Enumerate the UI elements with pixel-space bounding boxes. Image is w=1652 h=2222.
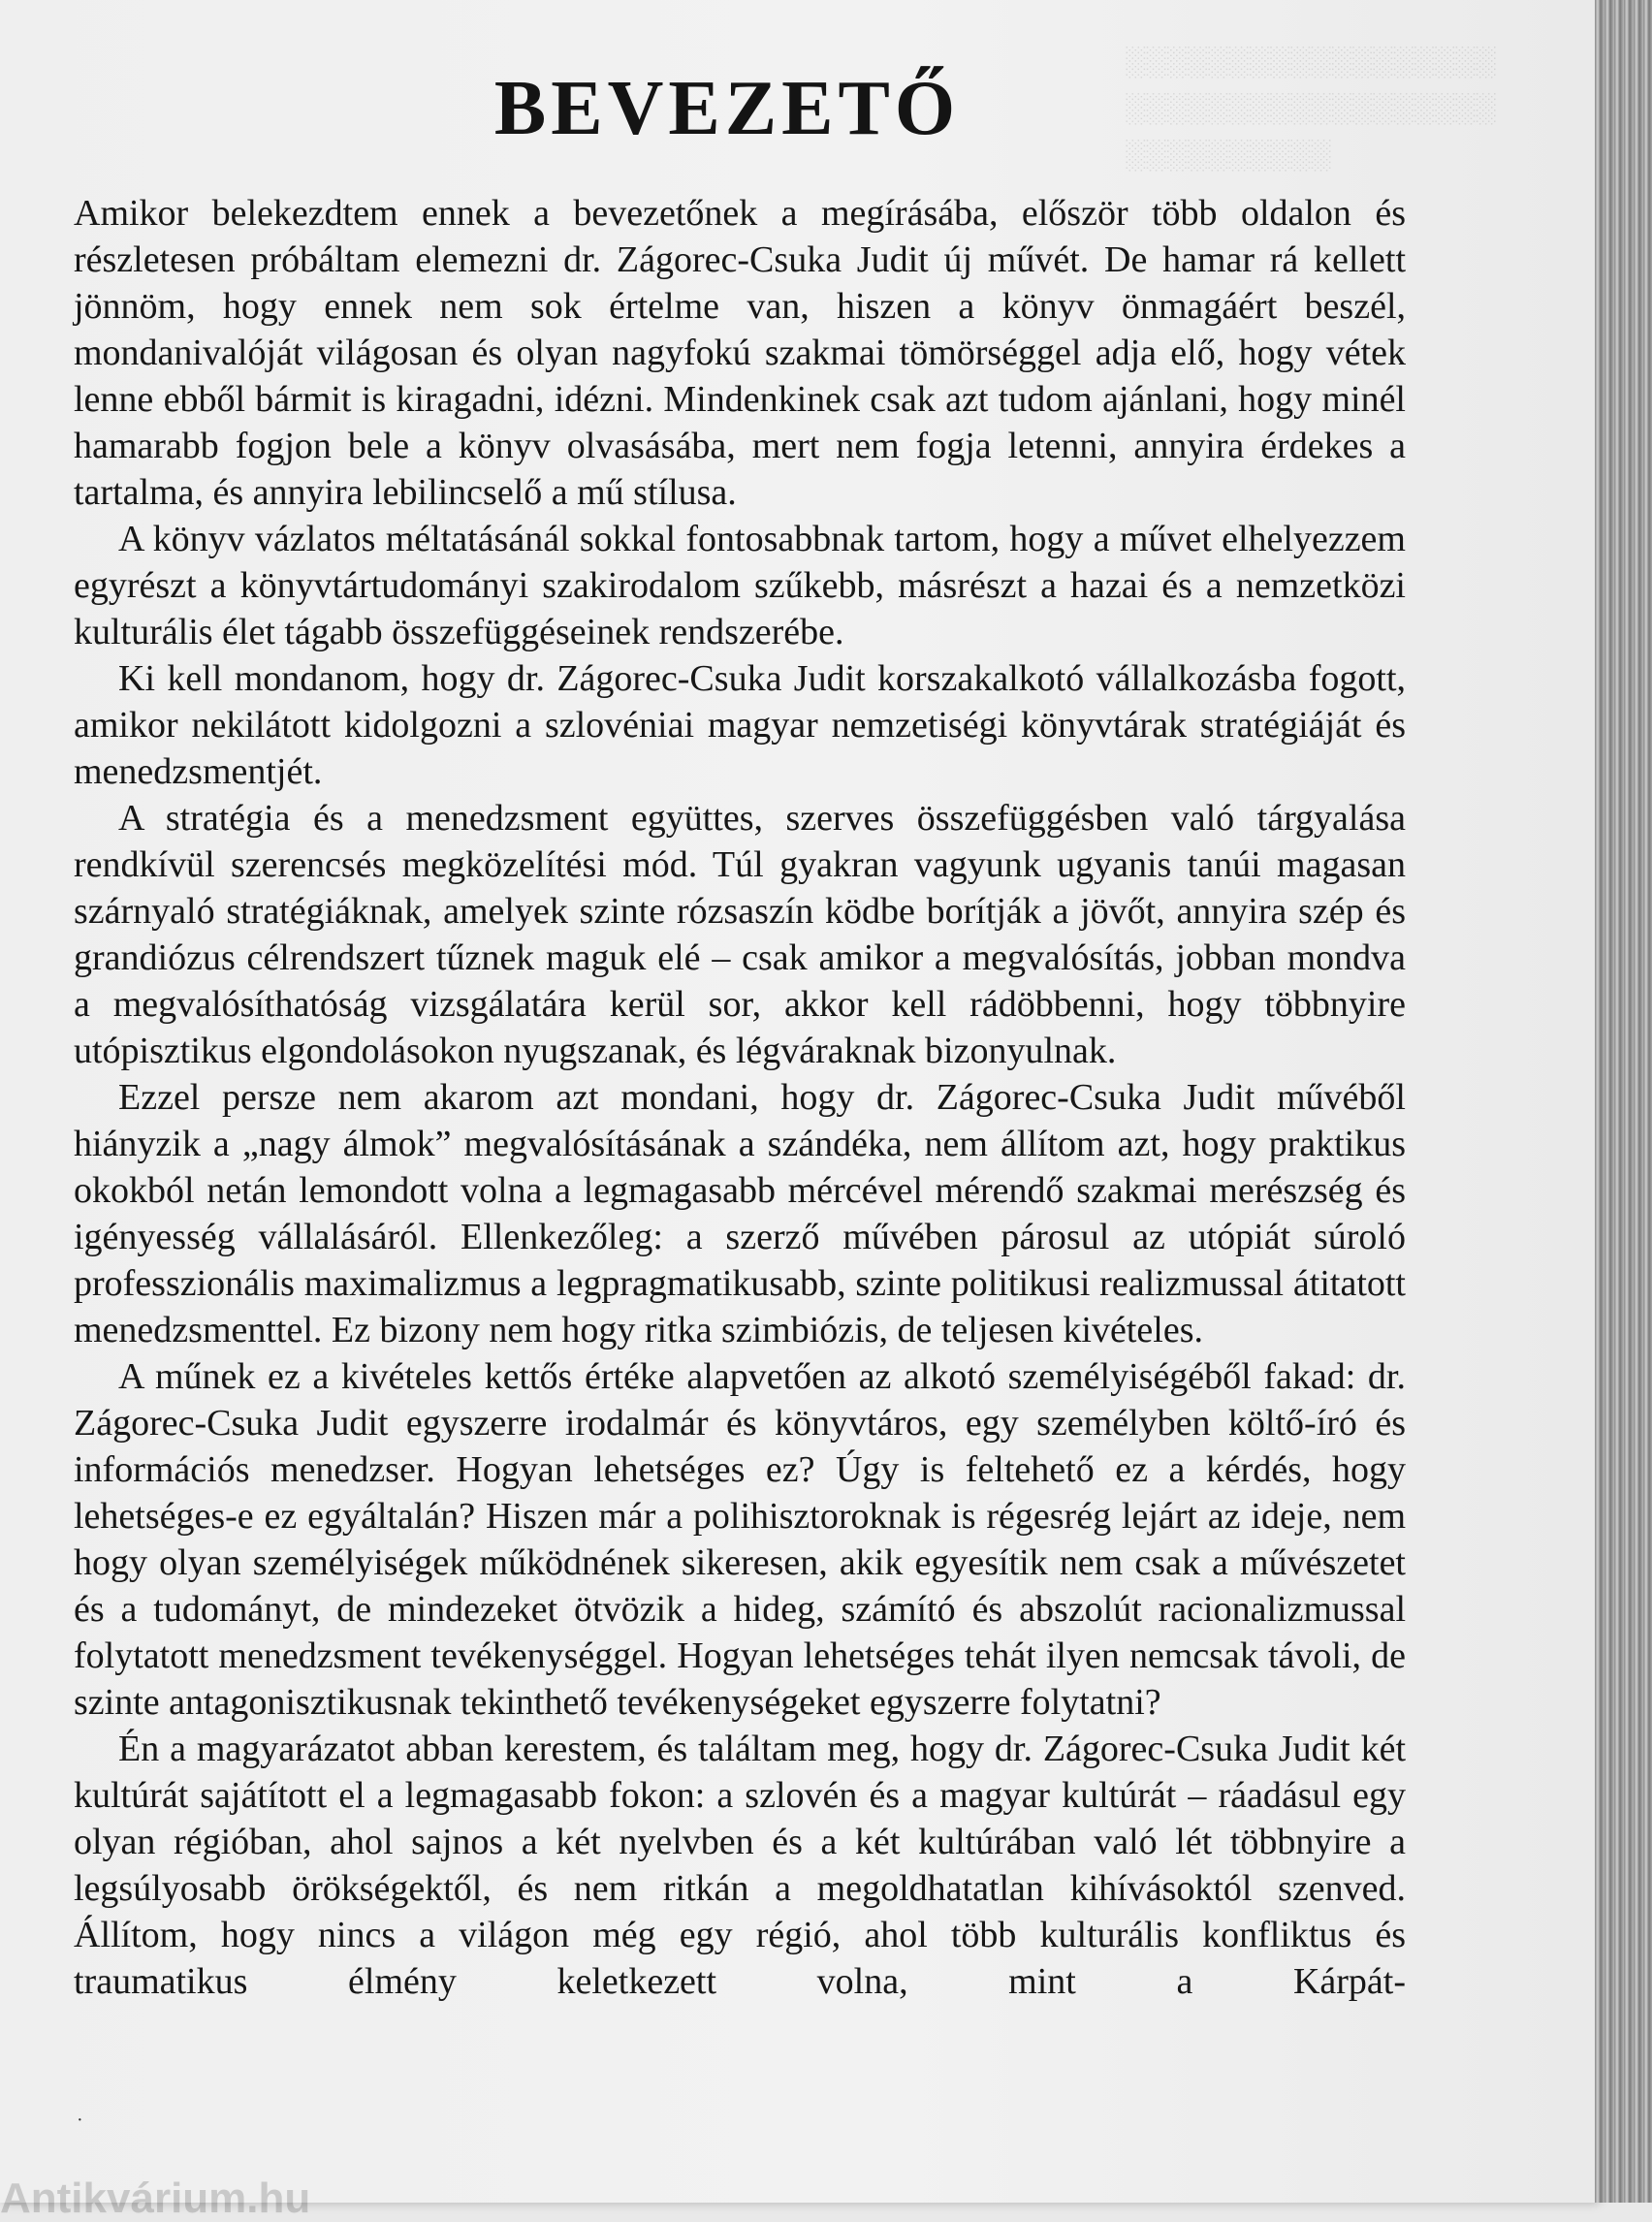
page-mark: ·: [77, 2110, 83, 2131]
paragraph: Ezzel persze nem akarom azt mondani, hogy dr. Zágorec-Csuka Judit művéből hiányzik a „nagy álmok” megvalósításának a szándéka, nem állítom azt, hogy praktikus okokból netán lemondott volna a legmagasabb mércével mérendő szakmai merészség és igényesség vállalásáról. Ellenkezőleg: a szerző művében párosul az utópiát súroló professzionális maximalizmus a legpragmatikusabb, szinte politikusi realizmussal átitatott menedzsmenttel. Ez bizony nem hogy ritka szimbiózis, de teljesen kivételes.: [74, 1077, 1406, 1350]
bleed-through-text: ░░░░░░░░░░░░░░░░░░ ░░░░░░░░░░░░░░░░░░ ░░░░░░░░░░: [1125, 46, 1496, 171]
paragraph: A stratégia és a menedzsment együttes, szerves összefüggésben való tárgyalása rendkívül szerencsés megközelítési mód. Túl gyakran vagyunk ugyanis tanúi magasan szárnyaló stratégiáknak, amelyek szinte rózsaszín ködbe borítják a jövőt, annyira szép és grandiózus célrendszert tűznek maguk elé – csak amikor a megvalósítás, jobban mondva a megvalósíthatóság vizsgálatára kerül sor, akkor kell rádöbbenni, hogy többnyire utópisztikus elgondolásokon nyugszanak, és légváraknak bizonyulnak.: [74, 798, 1406, 1071]
paragraph: Amikor belekezdtem ennek a bevezetőnek a megírásába, először több oldalon és részletesen próbáltam elemezni dr. Zágorec-Csuka Judit új művét. De hamar rá kellett jönnöm, hogy ennek nem sok értelme van, hiszen a könyv önmagáért beszél, mondanivalóját világosan és olyan nagyfokú szakmai tömörséggel adja elő, hogy vétek lenne ebből bármit is kiragadni, idézni. Mindenkinek csak azt tudom ajánlani, hogy minél hamarabb fogjon bele a könyv olvasásába, mert nem fogja letenni, annyira érdekes a tartalma, és annyira lebilincselő a mű stílusa.: [74, 193, 1406, 513]
paragraph: A műnek ez a kivételes kettős értéke alapvetően az alkotó személyiségéből fakad: dr. Zágorec-Csuka Judit egyszerre irodalmár és könyvtáros, egy személyben költő-író és információs menedzser. Hogyan lehetséges ez? Úgy is feltehető ez a kérdés, hogy lehetséges-e ez egyáltalán? Hiszen már a polihisztoroknak is régesrég lejárt az ideje, nem hogy olyan személyiségek működnének sikeresen, akik egyesítik nem csak a művészetet és a tudományt, de mindezeket ötvözik a hideg, számító és abszolút racionalizmussal folytatott menedzsment tevékenységgel. Hogyan lehetséges tehát ilyen nemcsak távoli, de szinte antagonisztikusnak tekinthető tevékenységeket egyszerre folytatni?: [74, 1356, 1406, 1723]
page-title: BEVEZETŐ: [493, 66, 961, 151]
body-text: [74, 190, 1406, 2005]
paragraph: Ki kell mondanom, hogy dr. Zágorec-Csuka Judit korszakalkotó vállalkozásba fogott, amikor nekilátott kidolgozni a szlovéniai magyar nemzetiségi könyvtárak stratégiáját és menedzsmentjét.: [74, 658, 1406, 792]
paragraph: A könyv vázlatos méltatásánál sokkal fontosabbnak tartom, hogy a művet elhelyezzem egyrészt a könyvtártudományi szakirodalom szűkebb, másrészt a hazai és a nemzetközi kulturális élet tágabb összefüggéseinek rendszerébe.: [74, 519, 1406, 652]
paragraph-continued: Én a magyarázatot abban kerestem, és találtam meg, hogy dr. Zágorec-Csuka Judit két kultúrát sajátított el a legmagasabb fokon: a szlovén és a magyar kultúrát – ráadásul egy olyan régióban, ahol sajnos a két nyelvben és a két kultúrában való lét többnyire a legsúlyosabb örökségektől, és nem ritkán a megoldhatatlan kihívásoktól szenved. Állítom, hogy nincs a világon még egy régió, ahol több kulturális konfliktus és traumatikus élmény keletkezett volna, mint a Kárpát-: [74, 1729, 1406, 2002]
next-page-edge: [1595, 0, 1652, 2203]
watermark: Antikvárium.hu: [0, 2174, 311, 2222]
